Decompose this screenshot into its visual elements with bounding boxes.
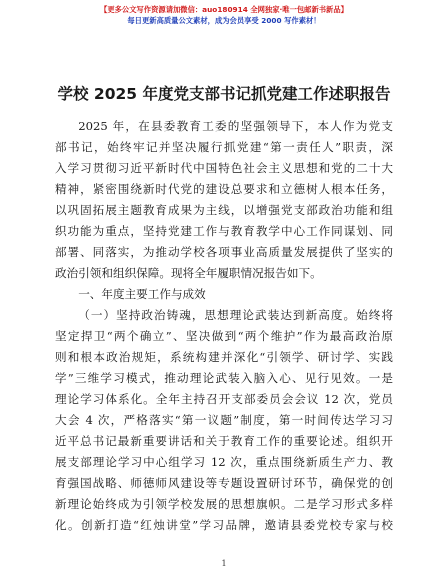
body-line: 政治引领和组织保障。现将全年履职情况报告如下。: [55, 266, 322, 280]
document-body: [55, 116, 393, 536]
body-line: 新理论始终成为引领学校发展的思想旗帜。二是学习形式多样: [55, 497, 393, 511]
body-line: 部署、同落实，为推动学校各项事业高质量发展提供了坚实的: [55, 245, 393, 259]
body-line: 部书记，始终牢记并坚决履行抓党建“第一责任人”职责，深: [55, 140, 393, 154]
body-line: 近平总书记最新重要讲话和关于教育工作的重要论述。组织开: [55, 434, 393, 448]
body-line: 精神，紧密围绕新时代党的建设总要求和立德树人根本任务，: [55, 182, 393, 196]
body-line: 以巩固拓展主题教育成果为主线，以增强党支部政治功能和组: [55, 203, 393, 217]
promo-banner: [0, 4, 448, 26]
body-line: 学”三维学习模式，推动理论武装入脑入心、见行见效。一是: [55, 371, 393, 385]
body-line: 展支部理论学习中心组学习 12 次，重点围绕新质生产力、教: [55, 455, 393, 469]
section-heading: 一、年度主要工作与成效: [78, 287, 206, 301]
body-line: 2025 年，在县委教育工委的坚强领导下，本人作为党支: [78, 119, 393, 133]
page-number: 1: [221, 559, 227, 568]
body-line: （一）坚持政治铸魂，思想理论武装达到新高度。始终将: [78, 308, 393, 322]
body-line: 入学习贯彻习近平新时代中国特色社会主义思想和党的二十大: [55, 161, 393, 175]
body-line: 织功能为重点，坚持党建工作与教育教学中心工作同谋划、同: [55, 224, 393, 238]
body-line: 大会 4 次，严格落实“第一议题”制度，第一时间传达学习习: [55, 413, 393, 427]
promo-banner-line-2: 每日更新高质量公文素材，成为会员享受 2000 写作素材！: [127, 16, 321, 25]
document-title: 学校 2025 年度党支部书记抓党建工作述职报告: [57, 85, 391, 103]
body-line: 坚定捍卫“两个确立”、坚决做到“两个维护”作为最高政治原: [55, 329, 393, 343]
promo-banner-line-1: 【更多公文写作资源请加微信：auo180914 全网独家·唯一包邮新书新品】: [100, 5, 348, 14]
body-line: 化。创新打造“红烛讲堂”学习品牌，邀请县委党校专家与校: [55, 518, 393, 532]
body-line: 则和根本政治规矩，系统构建并深化“引领学、研讨学、实践: [55, 350, 393, 364]
body-line: 育强国战略、师德师风建设等专题设置研讨环节，确保党的创: [55, 476, 393, 490]
body-line: 理论学习体系化。全年主持召开支部委员会会议 12 次，党员: [55, 392, 393, 406]
